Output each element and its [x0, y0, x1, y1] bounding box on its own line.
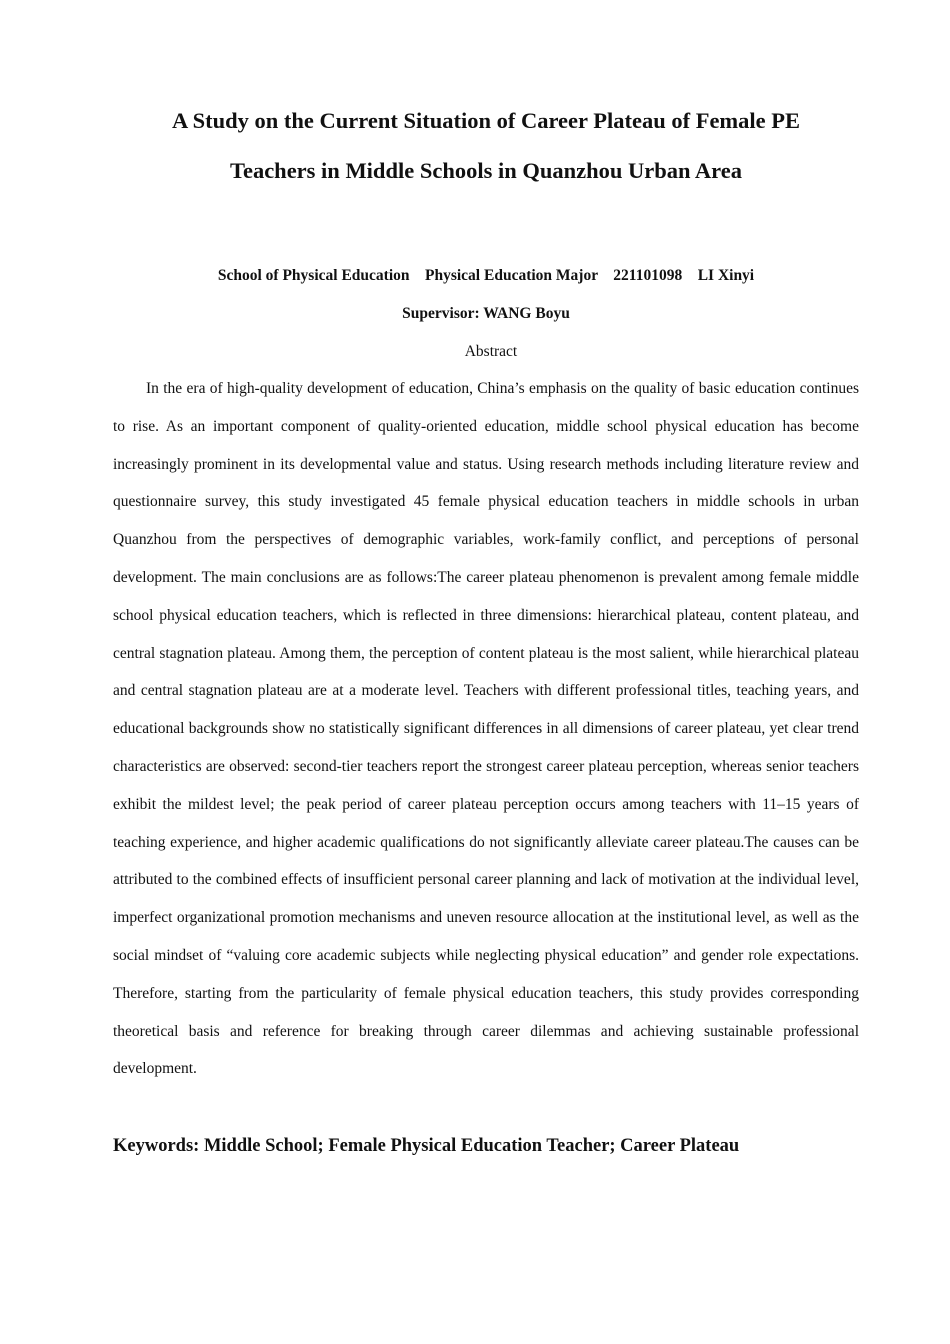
author-affiliation-line: School of Physical Education Physical Education Major 221101098 LI Xinyi [217, 267, 755, 284]
paper-title-line-1: A Study on the Current Situation of Career Plateau of Female PE [171, 108, 801, 133]
keywords-line: Keywords: Middle School; Female Physical Education Teacher; Career Plateau [113, 1136, 740, 1156]
paper-title-line-2: Teachers in Middle Schools in Quanzhou Urban Area [230, 158, 742, 183]
abstract-body: In the era of high-quality development of education, China’s emphasis on the quality of basic education continues to rise. As an important component of quality-oriented education, middle school physical education has become increasingly prominent in its developmental value and status. Using research methods including literature review and questionnaire survey, this study investigated 45 female physical education teachers in middle schools in urban Quanzhou from the perspectives of demographic variables, work-family conflict, and perceptions of personal development. The main conclusions are as follows:The career plateau phenomenon is prevalent among female middle school physical education teachers, which is reflected in three dimensions: hierarchical plateau, content plateau, and central stagnation plateau. Among them, the perception of content plateau is the most salient, while hierarchical plateau and central stagnation plateau are at a moderate level. Teachers with different professional titles, teaching years, and educational backgrounds show no statistically significant differences in all dimensions of career plateau, yet clear trend characteristics are observed: second-tier teachers report the strongest career plateau perception, whereas senior teachers exhibit the mildest level; the peak period of career plateau perception occurs among teachers with 11–15 years of teaching experience, and higher academic qualifications do not significantly alleviate career plateau.The causes can be attributed to the combined effects of insufficient personal career planning and lack of motivation at the individual level, imperfect organizational promotion mechanisms and uneven resource allocation at the institutional level, as well as the social mindset of “valuing core academic subjects while neglecting physical education” and gender role expectations. Therefore, starting from the particularity of female physical education teachers, this study provides corresponding theoretical basis and reference for breaking through career dilemmas and achieving sustainable professional development. [113, 380, 859, 1078]
paper-title [113, 96, 859, 196]
supervisor-line: Supervisor: WANG Boyu [402, 305, 570, 322]
abstract-heading: Abstract [464, 343, 518, 360]
